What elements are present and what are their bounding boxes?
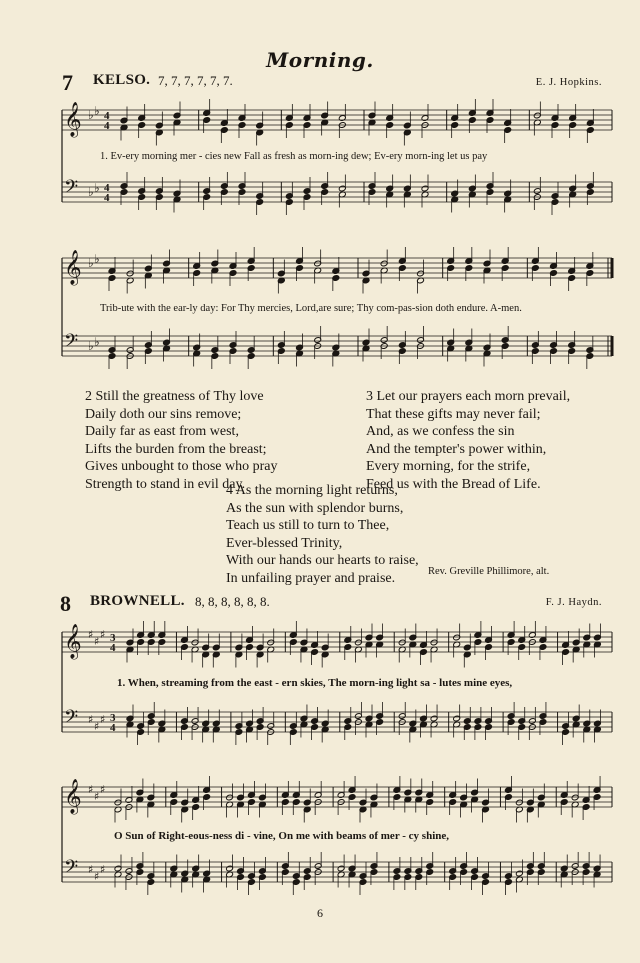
stanza-line: Daily far as east from west,: [85, 424, 239, 439]
stanza-3: [366, 388, 570, 493]
sharp-icon: ♯: [100, 713, 106, 726]
sharp-icon: ♯: [88, 863, 94, 876]
time-signature: 4: [104, 192, 110, 204]
flat-icon: ♭: [88, 339, 94, 353]
tune-name: KELSO.: [93, 72, 151, 88]
tune-meter: 8, 8, 8, 8, 8, 8.: [195, 594, 270, 609]
stanza-line: 3 Let our prayers each morn prevail,: [366, 389, 571, 404]
stanza-2: [85, 388, 277, 493]
treble-clef-icon: 𝄞: [64, 624, 82, 659]
flat-icon: ♭: [94, 181, 100, 195]
time-signature: 3: [110, 632, 116, 644]
flat-icon: ♭: [94, 252, 100, 266]
lyrics-line: 1. Ev-ery morning mer - cies new Fall as fresh as morn-ing dew; Ev-ery morn-ing let us pay: [100, 151, 488, 162]
bass-clef-icon: 𝄢: [64, 707, 79, 732]
stanza-line: Ever-blessed Trinity,: [226, 535, 343, 551]
bass-clef-icon: 𝄢: [64, 331, 79, 356]
sharp-icon: ♯: [100, 863, 106, 876]
hymn-number: 7: [62, 70, 73, 95]
sharp-icon: ♯: [94, 635, 100, 648]
time-signature: 4: [104, 120, 110, 132]
time-signature: 4: [104, 182, 110, 194]
stanza-line: Daily doth our sins remove;: [85, 406, 242, 422]
stanza-line: Teach us still to turn to Thee,: [226, 518, 390, 533]
stanza-4: [226, 482, 419, 587]
stanza-line: With our hands our hearts to raise,: [226, 553, 419, 568]
stanza-line: Feed us with the Bread of Life.: [366, 476, 541, 492]
flat-icon: ♭: [88, 108, 94, 122]
stanza-line: As the sun with splendor burns,: [226, 500, 404, 516]
page-title: Morning.: [266, 48, 374, 72]
sharp-icon: ♯: [88, 628, 94, 641]
sharp-icon: ♯: [94, 720, 100, 733]
author-credit: Rev. Greville Phillimore, alt.: [428, 566, 550, 577]
time-signature: 4: [104, 110, 110, 122]
sharp-icon: ♯: [100, 628, 106, 641]
stanza-line: Gives unbought to those who pray: [85, 459, 278, 474]
bass-clef-icon: 𝄢: [64, 857, 79, 882]
tune-name: BROWNELL.: [90, 593, 185, 609]
bass-clef-icon: 𝄢: [64, 177, 79, 202]
time-signature: 3: [110, 712, 116, 724]
lyrics-line: O Sun of Right-eous-ness di - vine, On me with beams of mer - cy shine,: [114, 830, 450, 842]
lyrics-line: 1. When, streaming from the east - ern skies, The morn-ing light sa - lutes mine eyes,: [117, 677, 513, 689]
stanza-line: 2 Still the greatness of Thy love: [85, 389, 264, 404]
flat-icon: ♭: [94, 104, 100, 118]
hymn-number: 8: [60, 591, 71, 616]
stanza-line: Every morning, for the strife,: [366, 459, 531, 474]
stanza-line: And, as we confess the sin: [366, 424, 515, 439]
page-number: 6: [317, 906, 323, 920]
stanza-line: And the tempter's power within,: [366, 441, 547, 457]
sharp-icon: ♯: [88, 713, 94, 726]
music-system: [60, 620, 620, 760]
stanza-line: 4 As the morning light returns,: [226, 483, 398, 498]
composer-credit: F. J. Haydn.: [545, 597, 602, 608]
stanza-line: Strength to stand in evil day.: [85, 476, 246, 492]
sharp-icon: ♯: [88, 783, 94, 796]
composer-credit: E. J. Hopkins.: [535, 77, 602, 88]
lyrics-line: Trib-ute with the ear-ly day: For Thy mercies, Lord,are sure; Thy com-pas-sion doth endure. A-men.: [100, 303, 522, 314]
flat-icon: ♭: [88, 256, 94, 270]
tune-meter: 7, 7, 7, 7, 7, 7.: [158, 73, 233, 88]
stanza-line: Lifts the burden from the breast;: [85, 441, 267, 457]
time-signature: 4: [110, 642, 116, 654]
time-signature: 4: [110, 722, 116, 734]
treble-clef-icon: 𝄞: [64, 779, 82, 814]
sharp-icon: ♯: [94, 790, 100, 803]
treble-clef-icon: 𝄞: [64, 102, 82, 137]
flat-icon: ♭: [88, 185, 94, 199]
sharp-icon: ♯: [94, 870, 100, 883]
stanza-line: In unfailing prayer and praise.: [226, 570, 396, 586]
music-system: [60, 248, 620, 383]
stanza-line: That these gifts may never fail;: [366, 406, 541, 422]
flat-icon: ♭: [94, 335, 100, 349]
treble-clef-icon: 𝄞: [64, 250, 82, 285]
sharp-icon: ♯: [100, 783, 106, 796]
